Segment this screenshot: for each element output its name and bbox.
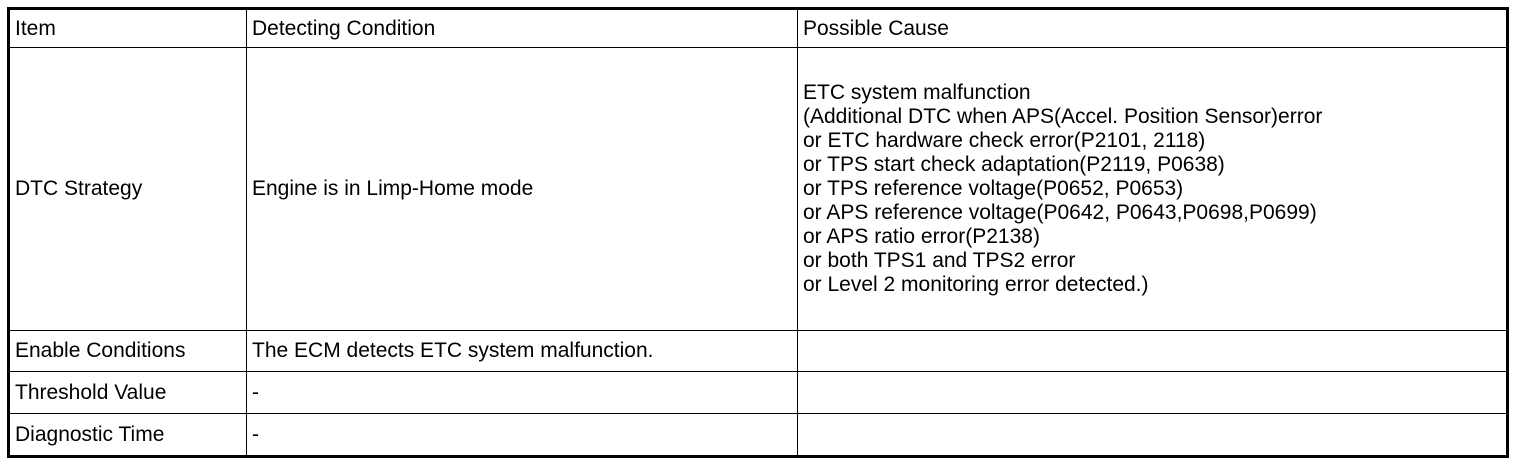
cause-line: (Additional DTC when APS(Accel. Position Sensor)error [803,105,1323,128]
table-row [9,331,1508,372]
row-possible-cause [798,331,1508,372]
row-item: DTC Strategy [9,48,247,331]
row-item: Diagnostic Time [9,414,247,457]
cause-line: or TPS reference voltage(P0652, P0653) [803,177,1184,200]
cause-line: or both TPS1 and TPS2 error [803,249,1076,272]
row-detecting-condition: The ECM detects ETC system malfunction. [247,331,798,372]
cause-line: or APS ratio error(P2138) [803,225,1040,248]
dtc-specification-table [7,7,1509,458]
table-row [9,372,1508,414]
row-possible-cause [798,372,1508,414]
row-detecting-condition: Engine is in Limp-Home mode [247,48,798,331]
header-possible-cause: Possible Cause [798,9,1508,48]
cause-line: or Level 2 monitoring error detected.) [803,273,1149,296]
header-row [9,9,1508,48]
cause-line: or ETC hardware check error(P2101, 2118) [803,129,1206,152]
possible-cause-lines [803,81,1506,297]
row-item: Enable Conditions [9,331,247,372]
cause-line: or TPS start check adaptation(P2119, P0638) [803,153,1225,176]
table-row [9,414,1508,457]
row-item: Threshold Value [9,372,247,414]
table-row [9,48,1508,331]
row-detecting-condition: - [247,372,798,414]
header-item: Item [9,9,247,48]
cause-line: ETC system malfunction [803,81,1031,104]
row-possible-cause [798,414,1508,457]
cause-line: or APS reference voltage(P0642, P0643,P0698,P0699) [803,201,1317,224]
row-detecting-condition: - [247,414,798,457]
row-possible-cause [798,48,1508,331]
header-detecting-condition: Detecting Condition [247,9,798,48]
